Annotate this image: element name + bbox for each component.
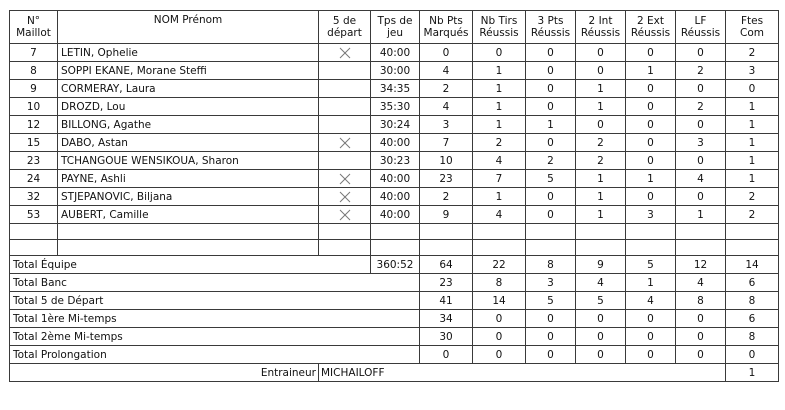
- player-tirs: 7: [473, 170, 526, 188]
- player-number: 15: [10, 134, 58, 152]
- player-number: 12: [10, 116, 58, 134]
- header-nom: NOM Prénom: [58, 11, 319, 44]
- total-tirs: 0: [473, 310, 526, 328]
- player-2int: 1: [576, 188, 626, 206]
- player-tirs: 1: [473, 80, 526, 98]
- player-name: CORMERAY, Laura: [58, 80, 319, 98]
- player-3pts: 0: [526, 98, 576, 116]
- player-3pts: 0: [526, 44, 576, 62]
- starter-cell: [319, 80, 371, 98]
- player-row: [10, 116, 779, 134]
- total-2int: 0: [576, 346, 626, 364]
- empty-row: [10, 240, 779, 256]
- player-tirs: 1: [473, 98, 526, 116]
- player-row: [10, 188, 779, 206]
- player-pts: 2: [420, 188, 473, 206]
- player-2ext: 0: [626, 44, 676, 62]
- player-number: 23: [10, 152, 58, 170]
- player-name: AUBERT, Camille: [58, 206, 319, 224]
- header-2int: 2 Int Réussis: [576, 11, 626, 44]
- player-name: LETIN, Ophelie: [58, 44, 319, 62]
- player-row: [10, 98, 779, 116]
- total-tirs: 0: [473, 346, 526, 364]
- empty-row: [10, 224, 779, 240]
- player-time: 30:24: [371, 116, 420, 134]
- total-2int: 5: [576, 292, 626, 310]
- player-pts: 7: [420, 134, 473, 152]
- player-2int: 0: [576, 62, 626, 80]
- total-lf: 0: [676, 346, 726, 364]
- player-name: TCHANGOUE WENSIKOUA, Sharon: [58, 152, 319, 170]
- player-name: SOPPI EKANE, Morane Steffi: [58, 62, 319, 80]
- player-pts: 4: [420, 98, 473, 116]
- total-banc-row: [10, 274, 779, 292]
- total-ftes: 14: [726, 256, 779, 274]
- total-lf: 0: [676, 310, 726, 328]
- player-number: 9: [10, 80, 58, 98]
- player-lf: 0: [676, 152, 726, 170]
- total-mt1-row: [10, 310, 779, 328]
- player-row: [10, 152, 779, 170]
- player-2int: 1: [576, 80, 626, 98]
- player-time: 34:35: [371, 80, 420, 98]
- starter-cell: [319, 206, 371, 224]
- player-name: STJEPANOVIC, Biljana: [58, 188, 319, 206]
- player-ftes: 2: [726, 206, 779, 224]
- x-mark-icon: [339, 173, 351, 185]
- player-name: BILLONG, Agathe: [58, 116, 319, 134]
- player-row: [10, 134, 779, 152]
- player-lf: 1: [676, 206, 726, 224]
- player-lf: 0: [676, 188, 726, 206]
- total-ftes: 8: [726, 292, 779, 310]
- total-2ext: 0: [626, 310, 676, 328]
- player-ftes: 2: [726, 44, 779, 62]
- player-2ext: 1: [626, 170, 676, 188]
- player-tirs: 1: [473, 62, 526, 80]
- total-2ext: 4: [626, 292, 676, 310]
- player-ftes: 1: [726, 116, 779, 134]
- total-2ext: 1: [626, 274, 676, 292]
- player-tirs: 1: [473, 116, 526, 134]
- player-2ext: 0: [626, 152, 676, 170]
- total-pts: 34: [420, 310, 473, 328]
- total-2int: 4: [576, 274, 626, 292]
- total-3pts: 3: [526, 274, 576, 292]
- player-2int: 1: [576, 206, 626, 224]
- player-tirs: 4: [473, 206, 526, 224]
- player-number: 8: [10, 62, 58, 80]
- player-number: 32: [10, 188, 58, 206]
- player-3pts: 0: [526, 188, 576, 206]
- player-tirs: 1: [473, 188, 526, 206]
- total-3pts: 8: [526, 256, 576, 274]
- total-time: 360:52: [371, 256, 420, 274]
- total-pts: 41: [420, 292, 473, 310]
- box-score-table: [9, 10, 779, 382]
- total-ftes: 6: [726, 310, 779, 328]
- player-tirs: 0: [473, 44, 526, 62]
- total-lf: 8: [676, 292, 726, 310]
- player-pts: 23: [420, 170, 473, 188]
- player-pts: 2: [420, 80, 473, 98]
- player-2int: 1: [576, 170, 626, 188]
- player-3pts: 0: [526, 62, 576, 80]
- player-number: 7: [10, 44, 58, 62]
- header-maillot: N° Maillot: [10, 11, 58, 44]
- coach-row: [10, 364, 779, 382]
- total-label: Total 2ème Mi-temps: [10, 328, 420, 346]
- total-2ext: 0: [626, 328, 676, 346]
- player-row: [10, 80, 779, 98]
- player-2ext: 0: [626, 98, 676, 116]
- player-lf: 0: [676, 80, 726, 98]
- player-number: 53: [10, 206, 58, 224]
- header-lf: LF Réussis: [676, 11, 726, 44]
- starter-cell: [319, 98, 371, 116]
- coach-name: MICHAILOFF: [319, 364, 726, 382]
- starter-cell: [319, 116, 371, 134]
- total-2ext: 0: [626, 346, 676, 364]
- player-2ext: 0: [626, 188, 676, 206]
- player-row: [10, 62, 779, 80]
- player-pts: 10: [420, 152, 473, 170]
- header-3pts: 3 Pts Réussis: [526, 11, 576, 44]
- header-row: [10, 11, 779, 44]
- player-3pts: 2: [526, 152, 576, 170]
- total-pts: 23: [420, 274, 473, 292]
- total-3pts: 5: [526, 292, 576, 310]
- player-3pts: 1: [526, 116, 576, 134]
- header-2ext: 2 Ext Réussis: [626, 11, 676, 44]
- total-ftes: 8: [726, 328, 779, 346]
- total-label: Total Équipe: [10, 256, 371, 274]
- player-ftes: 1: [726, 98, 779, 116]
- total-mt2-row: [10, 328, 779, 346]
- total-2int: 0: [576, 328, 626, 346]
- coach-label: Entraineur: [10, 364, 319, 382]
- player-2int: 0: [576, 44, 626, 62]
- player-pts: 4: [420, 62, 473, 80]
- player-ftes: 2: [726, 188, 779, 206]
- player-3pts: 5: [526, 170, 576, 188]
- total-2ext: 5: [626, 256, 676, 274]
- player-2ext: 0: [626, 80, 676, 98]
- player-tirs: 2: [473, 134, 526, 152]
- player-lf: 0: [676, 116, 726, 134]
- player-name: DROZD, Lou: [58, 98, 319, 116]
- starter-cell: [319, 62, 371, 80]
- player-time: 40:00: [371, 206, 420, 224]
- player-2int: 1: [576, 98, 626, 116]
- starter-cell: [319, 188, 371, 206]
- player-ftes: 1: [726, 134, 779, 152]
- x-mark-icon: [339, 191, 351, 203]
- player-lf: 0: [676, 44, 726, 62]
- player-pts: 3: [420, 116, 473, 134]
- total-ftes: 6: [726, 274, 779, 292]
- player-2ext: 1: [626, 62, 676, 80]
- player-2ext: 3: [626, 206, 676, 224]
- player-time: 40:00: [371, 170, 420, 188]
- header-depart: 5 de départ: [319, 11, 371, 44]
- player-pts: 9: [420, 206, 473, 224]
- total-label: Total 5 de Départ: [10, 292, 420, 310]
- header-tirs: Nb Tirs Réussis: [473, 11, 526, 44]
- total-equipe-row: [10, 256, 779, 274]
- player-pts: 0: [420, 44, 473, 62]
- total-pts: 30: [420, 328, 473, 346]
- total-3pts: 0: [526, 328, 576, 346]
- player-tirs: 4: [473, 152, 526, 170]
- player-2int: 0: [576, 116, 626, 134]
- x-mark-icon: [339, 137, 351, 149]
- player-name: DABO, Astan: [58, 134, 319, 152]
- total-prolongation-row: [10, 346, 779, 364]
- player-lf: 3: [676, 134, 726, 152]
- starter-cell: [319, 134, 371, 152]
- player-row: [10, 44, 779, 62]
- total-tirs: 14: [473, 292, 526, 310]
- player-name: PAYNE, Ashli: [58, 170, 319, 188]
- player-lf: 4: [676, 170, 726, 188]
- player-time: 40:00: [371, 44, 420, 62]
- player-lf: 2: [676, 98, 726, 116]
- total-pts: 64: [420, 256, 473, 274]
- player-ftes: 1: [726, 170, 779, 188]
- player-number: 10: [10, 98, 58, 116]
- player-3pts: 0: [526, 80, 576, 98]
- player-time: 35:30: [371, 98, 420, 116]
- player-3pts: 0: [526, 134, 576, 152]
- player-ftes: 0: [726, 80, 779, 98]
- total-tirs: 22: [473, 256, 526, 274]
- starter-cell: [319, 170, 371, 188]
- total-3pts: 0: [526, 310, 576, 328]
- player-2ext: 0: [626, 134, 676, 152]
- total-label: Total 1ère Mi-temps: [10, 310, 420, 328]
- header-tps: Tps de jeu: [371, 11, 420, 44]
- header-ftes: Ftes Com: [726, 11, 779, 44]
- total-lf: 12: [676, 256, 726, 274]
- player-ftes: 1: [726, 152, 779, 170]
- total-2int: 9: [576, 256, 626, 274]
- header-pts: Nb Pts Marqués: [420, 11, 473, 44]
- player-2int: 2: [576, 134, 626, 152]
- total-3pts: 0: [526, 346, 576, 364]
- player-2int: 2: [576, 152, 626, 170]
- total-label: Total Prolongation: [10, 346, 420, 364]
- player-number: 24: [10, 170, 58, 188]
- player-time: 40:00: [371, 188, 420, 206]
- x-mark-icon: [339, 47, 351, 59]
- player-lf: 2: [676, 62, 726, 80]
- player-row: [10, 206, 779, 224]
- starter-cell: [319, 44, 371, 62]
- total-tirs: 0: [473, 328, 526, 346]
- player-row: [10, 170, 779, 188]
- player-ftes: 3: [726, 62, 779, 80]
- total-pts: 0: [420, 346, 473, 364]
- total-tirs: 8: [473, 274, 526, 292]
- x-mark-icon: [339, 209, 351, 221]
- player-3pts: 0: [526, 206, 576, 224]
- player-time: 30:23: [371, 152, 420, 170]
- total-ftes: 0: [726, 346, 779, 364]
- player-time: 40:00: [371, 134, 420, 152]
- total-lf: 0: [676, 328, 726, 346]
- total-label: Total Banc: [10, 274, 420, 292]
- player-time: 30:00: [371, 62, 420, 80]
- player-2ext: 0: [626, 116, 676, 134]
- starter-cell: [319, 152, 371, 170]
- coach-ftes: 1: [726, 364, 779, 382]
- total-depart-row: [10, 292, 779, 310]
- total-2int: 0: [576, 310, 626, 328]
- total-lf: 4: [676, 274, 726, 292]
